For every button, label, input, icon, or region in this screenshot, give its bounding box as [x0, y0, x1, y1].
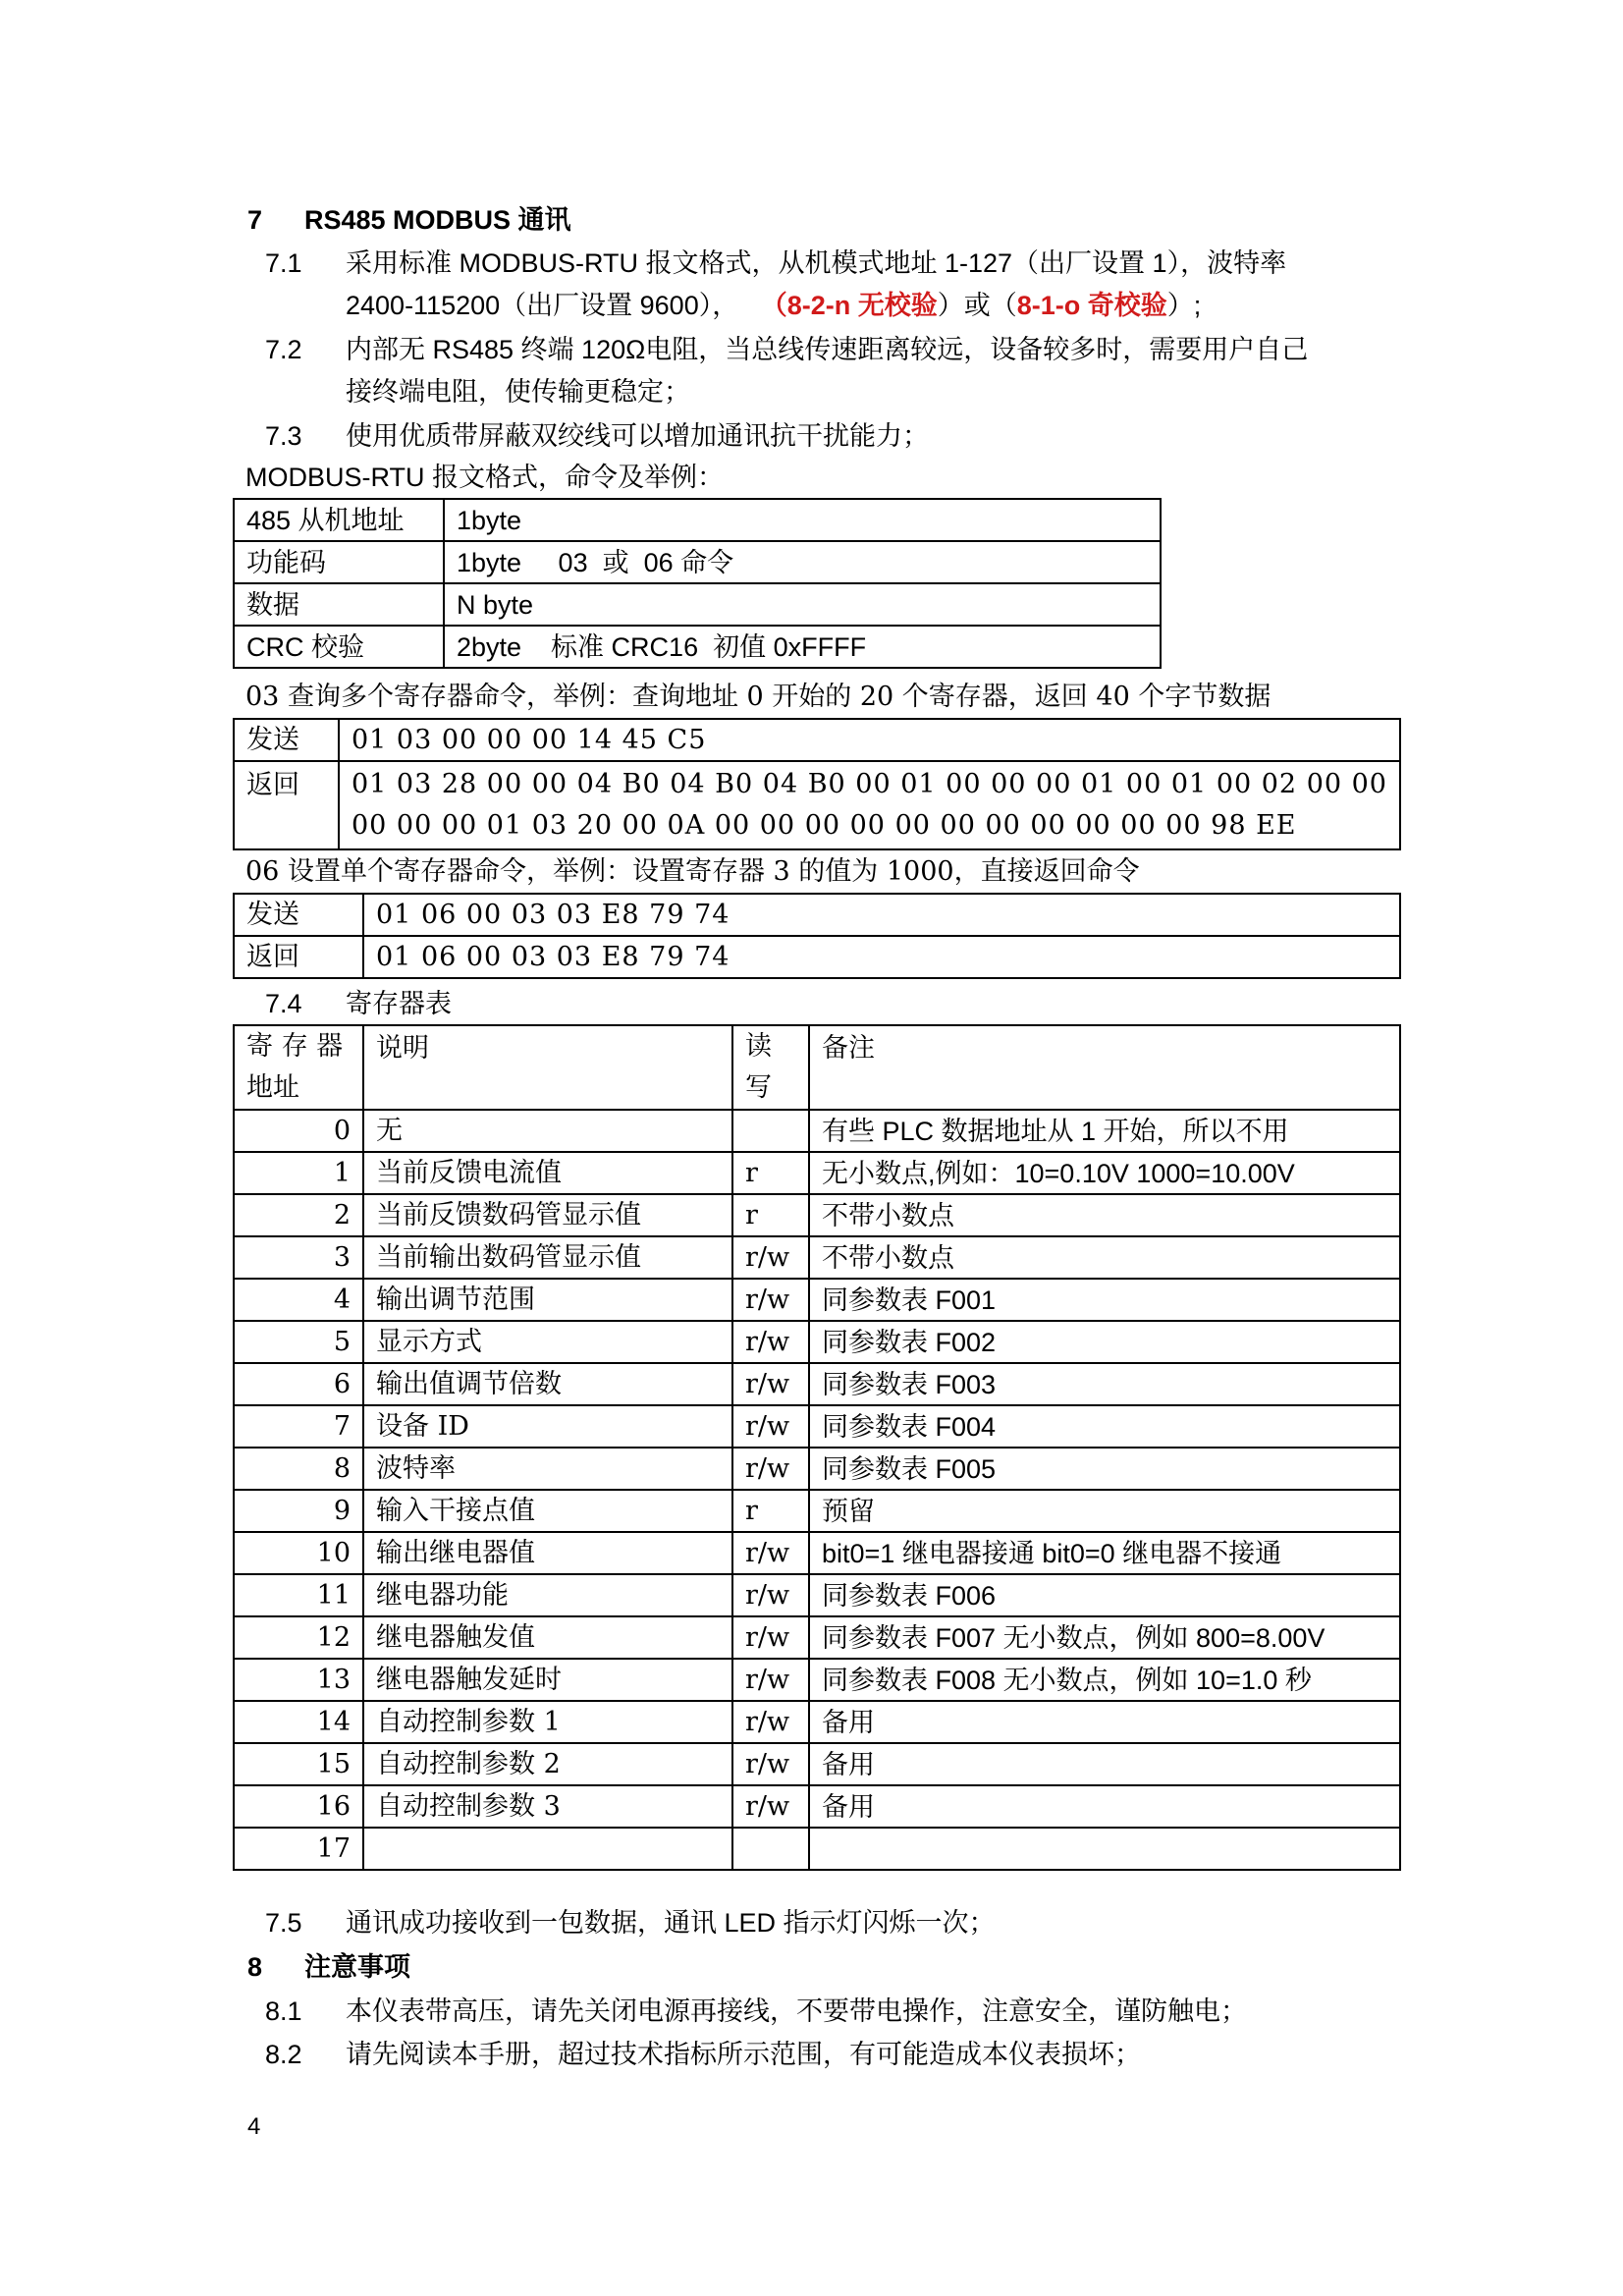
register-table: [233, 1024, 1401, 1871]
table-row: [234, 1490, 1400, 1532]
item-7-1-line2: [346, 288, 1201, 323]
table-row: [234, 761, 1400, 849]
item-7-2-number: 7.2: [265, 335, 302, 364]
register-description: 当前输出数码管显示值: [363, 1236, 732, 1279]
register-address: 4: [234, 1279, 363, 1321]
table-row: [234, 541, 1161, 583]
register-note: 备用: [809, 1743, 1400, 1785]
register-description: [363, 1828, 732, 1870]
register-rw: r/w: [732, 1574, 809, 1616]
table-row: [234, 1659, 1400, 1701]
format-value: 1byte 03 或 06 命令: [444, 541, 1161, 583]
item-7-1-parity-odd: 8-1-o 奇校验: [1016, 291, 1167, 320]
table-row: [234, 936, 1400, 978]
register-address: 0: [234, 1110, 363, 1152]
register-rw: r/w: [732, 1616, 809, 1659]
table-row: [234, 1616, 1400, 1659]
item-8-1-text: 本仪表带高压，请先关闭电源再接线，不要带电操作，注意安全，谨防触电；: [346, 1996, 1247, 2026]
item-8-2-text: 请先阅读本手册，超过技术指标所示范围，有可能造成本仪表损坏；: [346, 2040, 1141, 2069]
register-description: 输出调节范围: [363, 1279, 732, 1321]
cmd03-recv-line1: 01 03 28 00 00 04 B0 04 B0 04 B0 00 01 00 00 00 01 00 01 00 02 00 00: [351, 769, 1387, 799]
item-7-3-line1: 使用优质带屏蔽双绞线可以增加通讯抗干扰能力；: [346, 421, 929, 451]
register-address: 17: [234, 1828, 363, 1870]
register-description: 输出继电器值: [363, 1532, 732, 1574]
header-note: 备注: [809, 1025, 1400, 1110]
section-8-title: 注意事项: [304, 1952, 410, 1982]
register-rw: r/w: [732, 1363, 809, 1405]
item-7-2-line1: 内部无 RS485 终端 120Ω电阻，当总线传速距离较远，设备较多时，需要用户自己: [346, 335, 1309, 364]
cmd03-caption: 03 查询多个寄存器命令，举例：查询地址 0 开始的 20 个寄存器，返回 40 个字节数据: [245, 682, 1271, 712]
item-7-1-or: ）或（: [937, 291, 1017, 320]
register-address: 15: [234, 1743, 363, 1785]
register-address: 10: [234, 1532, 363, 1574]
table-row: [234, 1152, 1400, 1194]
register-note: 同参数表 F006: [809, 1574, 1400, 1616]
table-row: [234, 1110, 1400, 1152]
register-address: 9: [234, 1490, 363, 1532]
register-description: 无: [363, 1110, 732, 1152]
table-row: [234, 1828, 1400, 1870]
register-description: 自动控制参数 3: [363, 1785, 732, 1828]
item-8-1-number: 8.1: [265, 1996, 302, 2026]
cmd03-recv-bytes: [339, 761, 1400, 849]
register-note: 同参数表 F002: [809, 1321, 1400, 1363]
register-rw: r/w: [732, 1279, 809, 1321]
register-address: 13: [234, 1659, 363, 1701]
table-row: [234, 1321, 1400, 1363]
cmd03-table: [233, 718, 1401, 850]
register-rw: r/w: [732, 1532, 809, 1574]
item-7-1-line1: 采用标准 MODBUS-RTU 报文格式，从机模式地址 1-127（出厂设置 1），波特率: [346, 248, 1287, 278]
register-address: 2: [234, 1194, 363, 1236]
register-description: 设备 ID: [363, 1405, 732, 1448]
register-note: 同参数表 F008 无小数点，例如 10=1.0 秒: [809, 1659, 1400, 1701]
table-row: [234, 1574, 1400, 1616]
format-field: 功能码: [234, 541, 444, 583]
table-row: [234, 1405, 1400, 1448]
cmd06-table: [233, 893, 1401, 979]
table-row: [234, 583, 1161, 626]
register-description: 输出值调节倍数: [363, 1363, 732, 1405]
table-row: [234, 1236, 1400, 1279]
table-row: [234, 719, 1400, 761]
cmd06-recv-label: 返回: [234, 936, 363, 978]
register-address: 3: [234, 1236, 363, 1279]
table-row: [234, 1785, 1400, 1828]
cmd06-recv-bytes: 01 06 00 03 03 E8 79 74: [363, 936, 1400, 978]
table-row: [234, 1448, 1400, 1490]
item-7-5-text: 通讯成功接收到一包数据，通讯 LED 指示灯闪烁一次；: [346, 1908, 996, 1938]
format-value: 2byte 标准 CRC16 初值 0xFFFF: [444, 626, 1161, 668]
cmd03-recv-line2: 00 00 00 01 03 20 00 0A 00 00 00 00 00 00 00 00 00 00 00 98 EE: [351, 810, 1297, 841]
format-field: 数据: [234, 583, 444, 626]
register-note: bit0=1 继电器接通 bit0=0 继电器不接通: [809, 1532, 1400, 1574]
format-value: N byte: [444, 583, 1161, 626]
register-rw: [732, 1828, 809, 1870]
table-row: [234, 1701, 1400, 1743]
register-address: 5: [234, 1321, 363, 1363]
register-description: 输入干接点值: [363, 1490, 732, 1532]
format-table: [233, 498, 1162, 669]
register-header-row: [234, 1025, 1400, 1110]
register-rw: r/w: [732, 1785, 809, 1828]
register-address: 8: [234, 1448, 363, 1490]
item-8-2-number: 8.2: [265, 2040, 302, 2069]
header-rw-l1: 读: [745, 1031, 772, 1062]
register-rw: r: [732, 1152, 809, 1194]
register-description: 继电器触发延时: [363, 1659, 732, 1701]
register-note: 备用: [809, 1701, 1400, 1743]
header-rw-l2: 写: [745, 1072, 772, 1103]
register-rw: r/w: [732, 1236, 809, 1279]
header-description: 说明: [363, 1025, 732, 1110]
item-7-1-text: 2400-115200（出厂设置 9600），: [346, 291, 739, 320]
register-description: 当前反馈电流值: [363, 1152, 732, 1194]
register-address: 16: [234, 1785, 363, 1828]
table-row: [234, 1532, 1400, 1574]
register-description: 显示方式: [363, 1321, 732, 1363]
cmd03-recv-label: 返回: [234, 761, 339, 849]
section-7-number: 7: [247, 205, 263, 235]
section-8-number: 8: [247, 1952, 263, 1982]
register-address: 11: [234, 1574, 363, 1616]
cmd06-send-bytes: 01 06 00 03 03 E8 79 74: [363, 894, 1400, 936]
register-rw: r: [732, 1194, 809, 1236]
register-note: 同参数表 F001: [809, 1279, 1400, 1321]
register-note: 同参数表 F003: [809, 1363, 1400, 1405]
item-7-2-line2: 接终端电阻，使传输更稳定；: [346, 377, 690, 407]
header-address-l1: 寄 存 器: [246, 1031, 344, 1062]
table-row: [234, 1194, 1400, 1236]
item-7-1-number: 7.1: [265, 248, 302, 278]
table-row: [234, 1279, 1400, 1321]
register-note: 同参数表 F005: [809, 1448, 1400, 1490]
register-rw: r/w: [732, 1743, 809, 1785]
item-7-1-parity-none: （8-2-n 无校验: [760, 291, 938, 320]
register-address: 14: [234, 1701, 363, 1743]
register-note: 不带小数点: [809, 1194, 1400, 1236]
header-address-l2: 地址: [246, 1072, 299, 1103]
register-note: 无小数点,例如：10=0.10V 1000=10.00V: [809, 1152, 1400, 1194]
register-address: 6: [234, 1363, 363, 1405]
register-note: 同参数表 F004: [809, 1405, 1400, 1448]
register-rw: r/w: [732, 1448, 809, 1490]
register-note: [809, 1828, 1400, 1870]
cmd03-send-label: 发送: [234, 719, 339, 761]
format-value: 1byte: [444, 499, 1161, 541]
register-description: 继电器触发值: [363, 1616, 732, 1659]
register-description: 自动控制参数 2: [363, 1743, 732, 1785]
cmd06-caption: 06 设置单个寄存器命令，举例：设置寄存器 3 的值为 1000，直接返回命令: [245, 856, 1140, 887]
format-field: 485 从机地址: [234, 499, 444, 541]
register-rw: r/w: [732, 1659, 809, 1701]
cmd03-send-bytes: 01 03 00 00 00 14 45 C5: [339, 719, 1400, 761]
format-field: CRC 校验: [234, 626, 444, 668]
register-rw: r/w: [732, 1321, 809, 1363]
register-description: 继电器功能: [363, 1574, 732, 1616]
table-row: [234, 1363, 1400, 1405]
table-row: [234, 1743, 1400, 1785]
section-7-title: RS485 MODBUS 通讯: [304, 205, 571, 235]
register-rw: r: [732, 1490, 809, 1532]
item-7-5-number: 7.5: [265, 1908, 302, 1938]
table-row: [234, 626, 1161, 668]
register-note: 预留: [809, 1490, 1400, 1532]
register-note: 不带小数点: [809, 1236, 1400, 1279]
item-7-4-number: 7.4: [265, 989, 302, 1018]
cmd06-send-label: 发送: [234, 894, 363, 936]
register-address: 1: [234, 1152, 363, 1194]
register-table-title: 寄存器表: [346, 989, 452, 1018]
table-row: [234, 499, 1161, 541]
register-description: 自动控制参数 1: [363, 1701, 732, 1743]
register-description: 波特率: [363, 1448, 732, 1490]
register-address: 12: [234, 1616, 363, 1659]
item-7-1-end: ）;: [1166, 291, 1202, 320]
register-rw: r/w: [732, 1701, 809, 1743]
header-rw: [732, 1025, 809, 1110]
register-note: 有些 PLC 数据地址从 1 开始，所以不用: [809, 1110, 1400, 1152]
register-description: 当前反馈数码管显示值: [363, 1194, 732, 1236]
register-rw: r/w: [732, 1405, 809, 1448]
item-7-3-number: 7.3: [265, 421, 302, 451]
page-number: 4: [247, 2113, 261, 2140]
register-note: 同参数表 F007 无小数点，例如 800=8.00V: [809, 1616, 1400, 1659]
table-row: [234, 894, 1400, 936]
register-address: 7: [234, 1405, 363, 1448]
format-caption: MODBUS-RTU 报文格式，命令及举例：: [245, 463, 725, 492]
header-address: [234, 1025, 363, 1110]
register-rw: [732, 1110, 809, 1152]
register-note: 备用: [809, 1785, 1400, 1828]
